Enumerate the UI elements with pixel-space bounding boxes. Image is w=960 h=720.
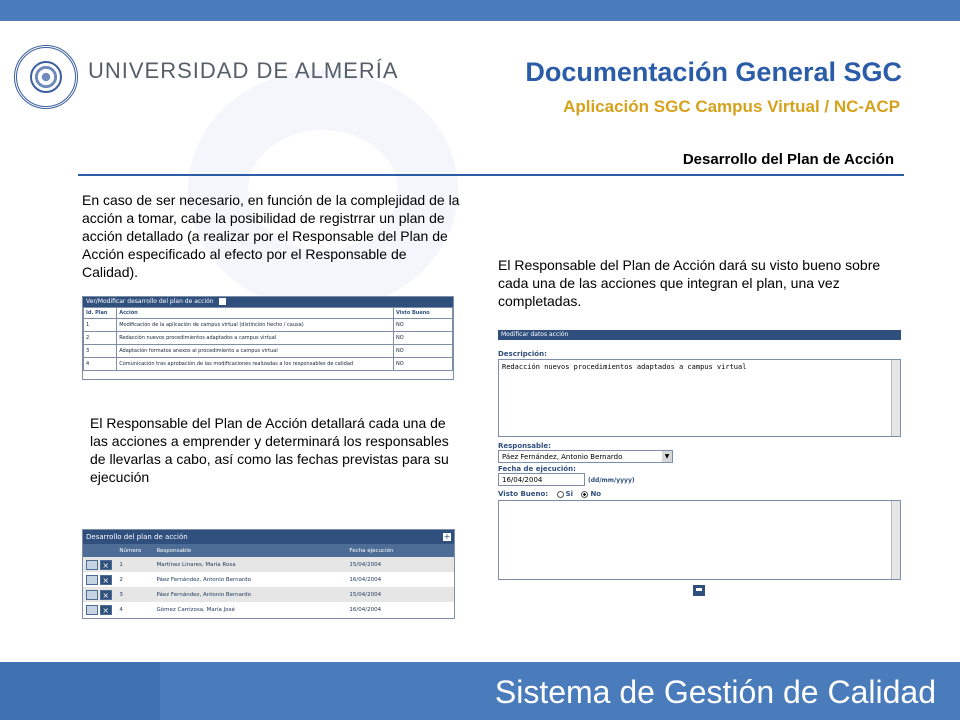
actions-table [83,307,453,371]
cell-id: 2 [84,332,117,345]
radio-si[interactable] [557,491,564,498]
visto-bueno-label: Visto Bueno: [498,490,549,498]
cell-accion: Redacción nuevos procedimientos adaptados a campus virtual [117,332,394,345]
plan-development-title [83,530,454,544]
paragraph-detalle: El Responsable del Plan de Acción detallará cada una de las acciones a emprender y determinará los responsables de llevarlas a cabo, así como las fechas previstas para su ejecución [90,415,449,485]
description-textarea[interactable] [498,359,901,437]
radio-no[interactable] [581,491,588,498]
cell-accion: Modificación de la aplicación de campus virtual (distinción hecho / causa) [117,319,394,332]
cell-fecha: 15/04/2004 [346,587,454,602]
chevron-down-icon[interactable]: ▼ [662,451,672,462]
date-input[interactable] [498,473,585,486]
delete-icon[interactable]: × [100,575,112,585]
cell-numero: 1 [116,557,153,572]
date-label: Fecha de ejecución: [498,465,576,473]
responsable-value: Páez Fernández, Antonio Bernardo [502,453,623,461]
col-visto-bueno: Visto Bueno [393,308,452,319]
notes-scrollbar[interactable] [891,501,900,579]
cell-fecha: 16/04/2004 [349,576,382,583]
description-scrollbar[interactable] [891,360,900,436]
cell-visto-bueno: NO [393,345,452,358]
cell-id: 4 [84,358,117,371]
footer-title: Sistema de Gestión de Calidad [494,674,936,710]
page-subtitle: Aplicación SGC Campus Virtual / NC-ACP [563,97,900,116]
responsable-label: Responsable: [498,442,551,450]
col-numero: Número [116,544,153,557]
description-label: Descripción: [498,350,547,358]
cell-visto-bueno: NO [393,319,452,332]
date-format-hint: (dd/mm/yyyy) [588,477,635,484]
responsable-select[interactable] [498,450,673,463]
col-accion: Acción [117,308,394,319]
delete-icon[interactable]: × [100,605,112,615]
cell-responsable: Páez Fernández, Antonio Bernardo [156,576,252,583]
top-bar [0,0,960,21]
edit-icon[interactable] [86,560,98,570]
visto-bueno-group [498,490,601,498]
save-icon[interactable] [693,585,705,596]
cell-numero: 3 [116,587,153,602]
paragraph-visto-bueno: El Responsable del Plan de Acción dará su visto bueno sobre cada una de las acciones que integran el plan, una vez completadas. [498,257,881,309]
description-value: Redacción nuevos procedimientos adaptados a campus virtual [502,363,747,371]
radio-no-label: No [590,490,602,498]
footer-accent [0,662,160,720]
cell-accion: Comunicación tras aprobación de las modificaciones realizadas a los responsables de calidad [117,358,394,371]
cell-fecha: 15/04/2004 [346,557,454,572]
cell-responsable: Gómez Carrizosa, María José [156,606,235,613]
table-row[interactable] [84,332,453,345]
actions-list-title-text: Ver/Modificar desarrollo del plan de acción [86,298,214,305]
cell-id: 1 [84,319,117,332]
plan-development-title-text: Desarrollo del plan de acción [86,533,188,541]
table-row[interactable] [84,345,453,358]
university-seal-icon [14,45,78,109]
table-row[interactable] [84,358,453,371]
section-divider [78,174,904,176]
table-row[interactable] [83,587,454,602]
cell-responsable: Páez Fernández, Antonio Bernardo [153,587,346,602]
actions-list-title [83,297,453,307]
table-row[interactable] [84,319,453,332]
radio-si-label: Si [565,490,574,498]
col-id: Id. Plan [84,308,117,319]
col-fecha: Fecha ejecución [346,544,454,557]
cell-numero: 2 [119,576,123,583]
date-value: 16/04/2004 [502,476,543,484]
col-actions [83,544,116,557]
actions-list-window [82,296,454,380]
plan-table [83,544,454,617]
section-title: Desarrollo del Plan de Acción [682,151,894,168]
notes-textarea[interactable] [498,500,901,580]
table-row[interactable] [83,557,454,572]
modify-action-form [498,330,901,585]
edit-icon[interactable] [86,605,98,615]
cell-accion: Adaptación formatos anexos al procedimiento a campus virtual [117,345,394,358]
cell-fecha: 16/04/2004 [349,606,382,613]
cell-responsable: Martínez Linares, María Rosa [153,557,346,572]
form-title: Modificar datos acción [498,330,901,340]
page-title: Documentación General SGC [525,57,902,87]
add-icon[interactable]: + [443,532,451,541]
table-row[interactable] [83,602,454,617]
cell-id: 3 [84,345,117,358]
delete-icon[interactable]: × [100,590,112,600]
edit-icon[interactable] [86,590,98,600]
university-name: UNIVERSIDAD DE ALMERÍA [88,58,399,83]
delete-icon[interactable]: × [100,560,112,570]
col-responsable: Responsable [153,544,346,557]
plan-development-window [82,529,455,619]
search-icon[interactable] [219,298,226,305]
paragraph-intro: En caso de ser necesario, en función de la complejidad de la acción a tomar, cabe la posibilidad de registrrar un plan de acción detallado (a realizar por el Responsable del Plan de Acción especificado al efecto por el Responsable de Calidad). [82,192,460,280]
cell-visto-bueno: NO [393,332,452,345]
table-row[interactable] [83,572,454,587]
cell-numero: 4 [119,606,123,613]
footer-bar [0,662,960,720]
edit-icon[interactable] [86,575,98,585]
cell-visto-bueno: NO [393,358,452,371]
